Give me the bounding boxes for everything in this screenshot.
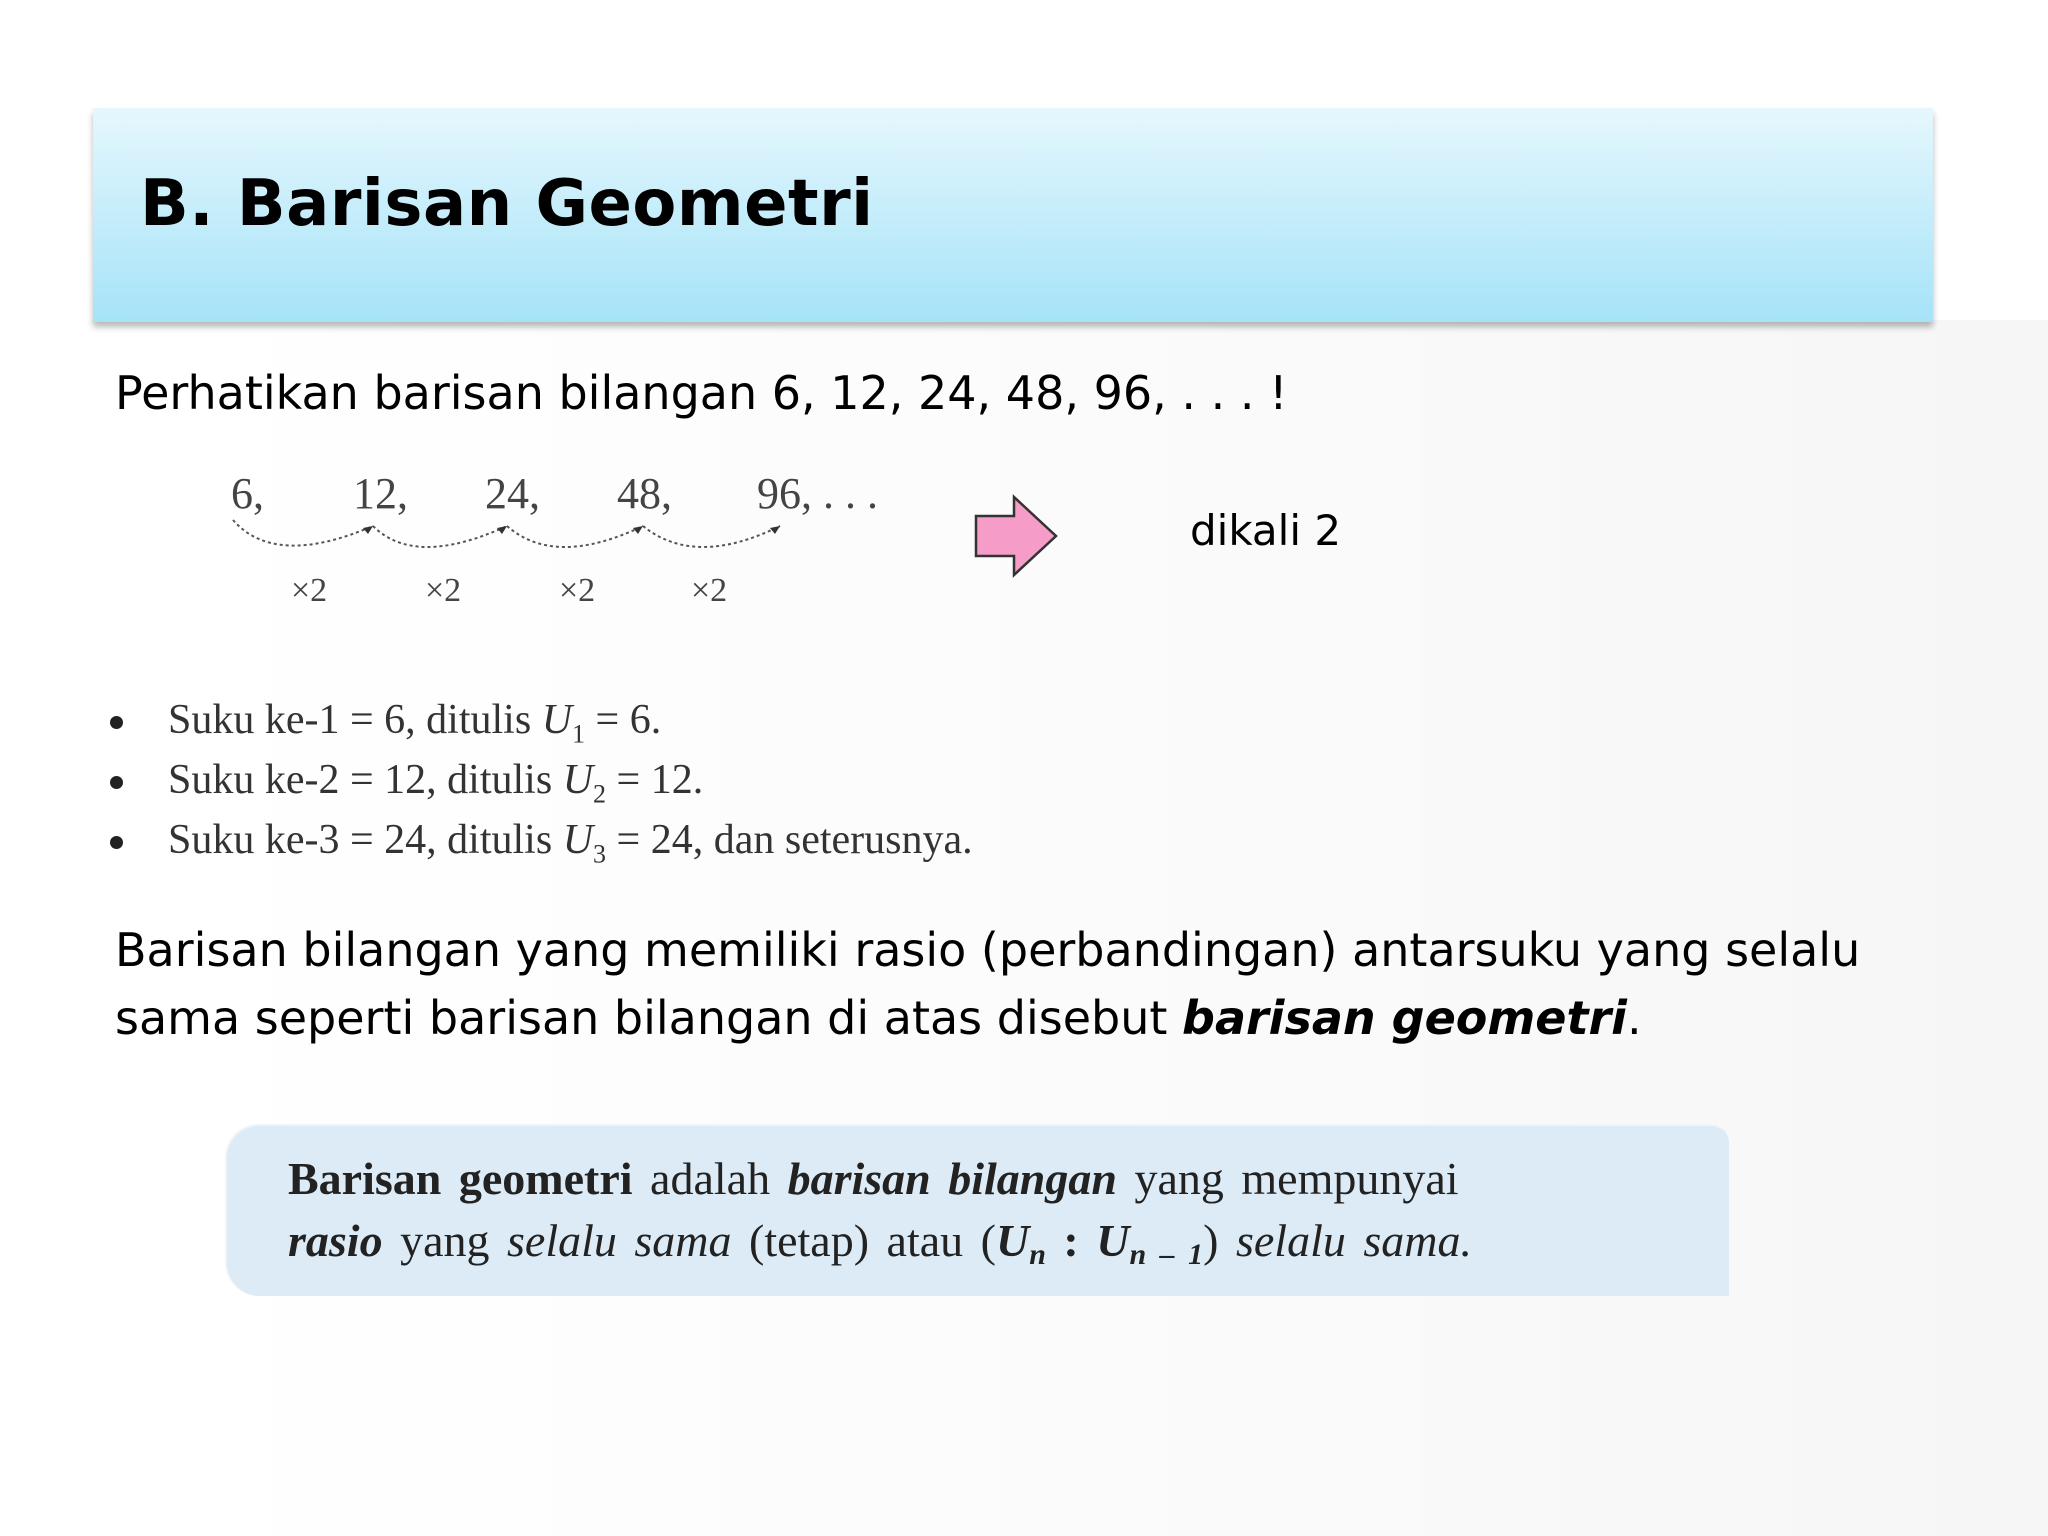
definition-paragraph: Barisan bilangan yang memiliki rasio (perbandingan) antarsuku yang selalu sama seperti barisan bilangan di atas disebut barisan geometri. <box>115 923 1861 1045</box>
arc-3 <box>507 526 643 547</box>
bullet-icon <box>110 716 123 729</box>
intro-text: Perhatikan barisan bilangan 6, 12, 24, 48, 96, . . . ! <box>115 366 1288 420</box>
arc-1 <box>233 520 373 546</box>
arc-4 <box>643 526 780 547</box>
arrowhead-3 <box>633 526 643 534</box>
term-1: 6, <box>231 469 264 518</box>
slide-title: B. Barisan Geometri <box>140 167 874 241</box>
term-list <box>108 690 973 870</box>
bullet-icon <box>110 776 123 789</box>
emphasis-term: barisan geometri <box>1182 991 1627 1045</box>
definition-text: Barisan geometri adalah barisan bilangan yang mempunyai rasio yang selalu sama (tetap) atau ($U_n$ : $U_{n - 1}$) selalu sama. <box>288 1153 1472 1271</box>
note-text: dikali 2 <box>1190 506 1342 555</box>
right-arrow-icon <box>972 494 1062 578</box>
term-2: 12, <box>353 469 408 518</box>
multiplier-4: ×2 <box>691 572 728 609</box>
arrowhead-4 <box>770 526 780 534</box>
arc-2 <box>373 526 507 547</box>
list-item: Suku ke-2 = 12, ditulis $U_2 = 12$. <box>108 750 973 810</box>
term-4: 48, <box>617 469 672 518</box>
term-5: 96, . . . <box>757 469 878 518</box>
multiplier-3: ×2 <box>559 572 596 609</box>
multiplier-2: ×2 <box>425 572 462 609</box>
multiplier-1: ×2 <box>291 572 328 609</box>
list-item: Suku ke-1 = 6, ditulis $U_1 = 6$. <box>108 690 973 750</box>
list-item: Suku ke-3 = 24, ditulis $U_3 = 24$, dan seterusnya. <box>108 810 973 870</box>
arrowhead-1 <box>363 526 373 534</box>
term-3: 24, <box>485 469 540 518</box>
sequence-diagram <box>225 468 925 618</box>
bullet-icon <box>110 836 123 849</box>
